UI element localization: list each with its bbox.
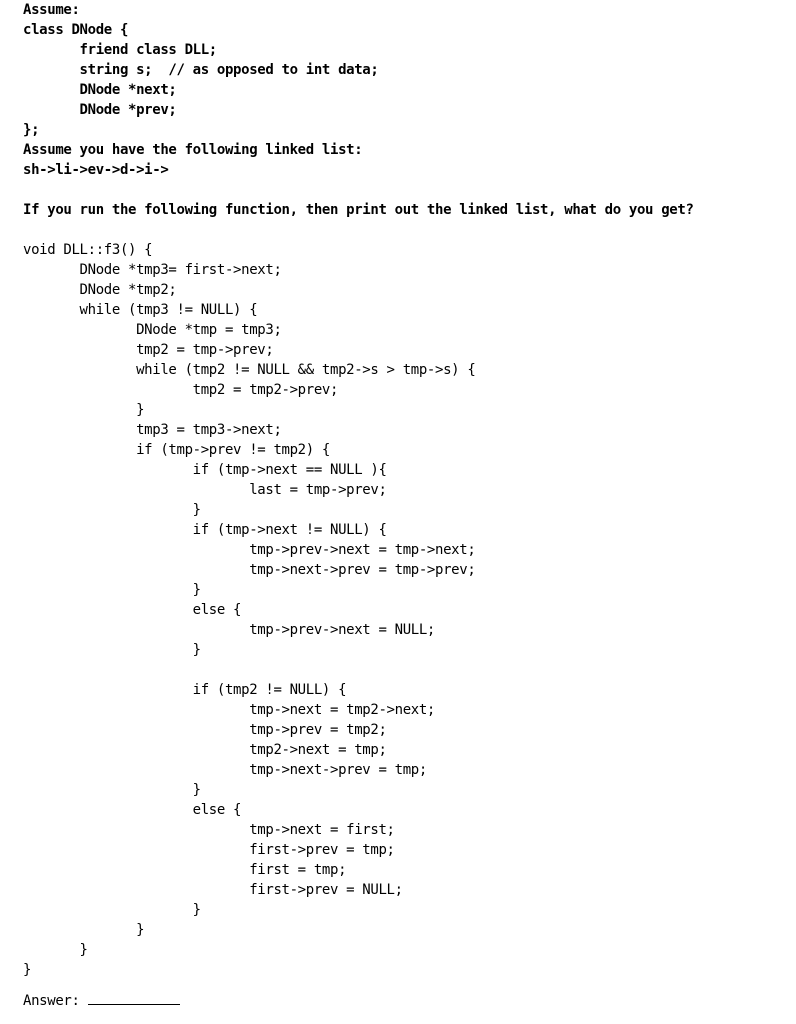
code-line: if (tmp->next == NULL ){: [23, 462, 387, 478]
code-line: first->prev = tmp;: [23, 842, 395, 858]
code-line: tmp2 = tmp2->prev;: [23, 382, 339, 398]
code-line: tmp->prev = tmp2;: [23, 722, 387, 738]
code-line: if (tmp->next != NULL) {: [23, 522, 387, 538]
code-line: DNode *tmp = tmp3;: [23, 322, 282, 338]
class-member-string: string s; // as opposed to int data;: [23, 62, 379, 78]
code-line: }: [23, 782, 201, 798]
code-line: }: [23, 962, 32, 978]
code-line: tmp->next = first;: [23, 822, 395, 838]
code-line: tmp3 = tmp3->next;: [23, 422, 282, 438]
class-member-next: DNode *next;: [23, 82, 177, 98]
code-line: tmp->prev->next = NULL;: [23, 622, 436, 638]
assume-heading: Assume:: [23, 2, 80, 18]
code-line: tmp->next->prev = tmp;: [23, 762, 427, 778]
code-line: else {: [23, 602, 242, 618]
code-line: first = tmp;: [23, 862, 347, 878]
code-line: tmp2 = tmp->prev;: [23, 342, 274, 358]
answer-row: [23, 990, 180, 1010]
code-line: }: [23, 902, 201, 918]
code-line: }: [23, 942, 88, 958]
code-line: }: [23, 922, 145, 938]
linked-list-value: sh->li->ev->d->i->: [23, 162, 169, 178]
class-member-prev: DNode *prev;: [23, 102, 177, 118]
code-line: }: [23, 582, 201, 598]
code-line: else {: [23, 802, 242, 818]
code-line: tmp->next->prev = tmp->prev;: [23, 562, 476, 578]
class-member-friend: friend class DLL;: [23, 42, 217, 58]
code-line: DNode *tmp2;: [23, 282, 177, 298]
linked-list-intro: Assume you have the following linked list:: [23, 142, 363, 158]
code-line: while (tmp3 != NULL) {: [23, 302, 258, 318]
code-line: if (tmp->prev != tmp2) {: [23, 442, 330, 458]
class-closing-line: };: [23, 122, 40, 138]
code-line: tmp->next = tmp2->next;: [23, 702, 436, 718]
code-line: }: [23, 502, 201, 518]
question-text: If you run the following function, then print out the linked list, what do you get?: [23, 202, 694, 218]
code-line: first->prev = NULL;: [23, 882, 403, 898]
answer-blank[interactable]: [88, 990, 180, 1005]
code-line: void DLL::f3() {: [23, 242, 153, 258]
code-line: DNode *tmp3= first->next;: [23, 262, 282, 278]
code-line: }: [23, 642, 201, 658]
code-line: if (tmp2 != NULL) {: [23, 682, 347, 698]
code-line: while (tmp2 != NULL && tmp2->s > tmp->s) {: [23, 362, 476, 378]
answer-label: Answer:: [23, 993, 80, 1009]
code-line: last = tmp->prev;: [23, 482, 387, 498]
code-line: tmp2->next = tmp;: [23, 742, 387, 758]
code-line: }: [23, 402, 145, 418]
code-line: tmp->prev->next = tmp->next;: [23, 542, 476, 558]
class-declaration-line: class DNode {: [23, 22, 129, 38]
